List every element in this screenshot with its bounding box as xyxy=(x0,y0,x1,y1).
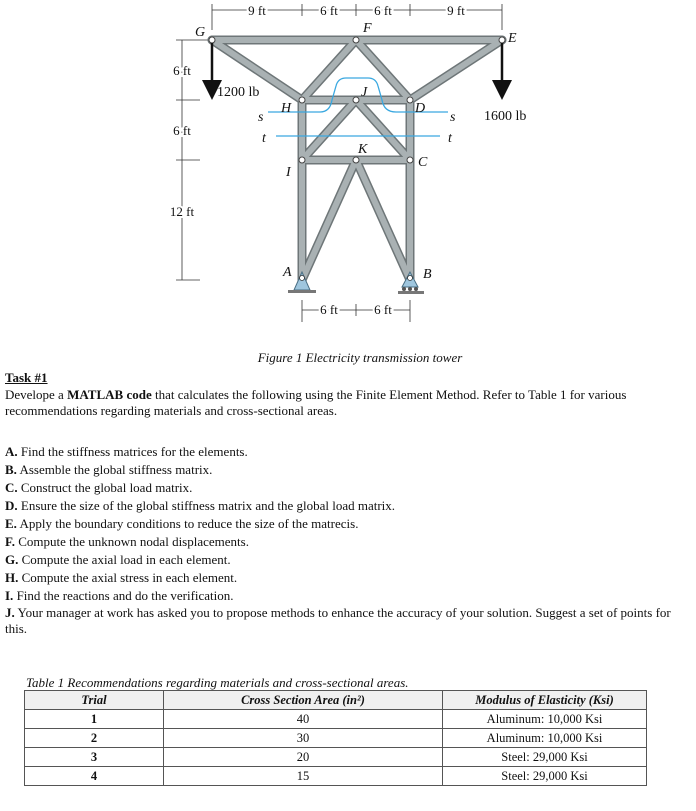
table-row: 4 15 Steel: 29,000 Ksi xyxy=(25,767,647,786)
step-i: I. Find the reactions and do the verification. xyxy=(5,588,234,603)
step-f: F. Compute the unknown nodal displacements. xyxy=(5,534,249,549)
step-c: C. Construct the global load matrix. xyxy=(5,480,193,495)
col-header-modulus: Modulus of Elasticity (Ksi) xyxy=(443,691,647,710)
step-g: G. Compute the axial load in each element. xyxy=(5,552,231,567)
dim-left-2: 6 ft xyxy=(173,123,191,138)
node-label-j: J xyxy=(361,85,368,100)
node-label-e: E xyxy=(508,31,517,46)
dim-top-1: 9 ft xyxy=(248,3,266,18)
table-header-row xyxy=(25,691,647,710)
node-label-d: D xyxy=(415,101,426,116)
intro-pre: Develope a xyxy=(5,387,68,402)
step-a: A. Find the stiffness matrices for the elements. xyxy=(5,444,248,459)
dim-left-1: 6 ft xyxy=(173,63,191,78)
dim-top-4: 9 ft xyxy=(447,3,465,18)
section-label-s-left: s xyxy=(258,110,264,125)
load-g-label: 1200 lb xyxy=(217,85,260,100)
figure-caption: Figure 1 Electricity transmission tower xyxy=(257,350,463,365)
node-label-i: I xyxy=(286,165,291,180)
intro-bold: MATLAB code xyxy=(67,387,152,402)
col-header-area: Cross Section Area (in²) xyxy=(164,691,443,710)
step-b: B. Assemble the global stiffness matrix. xyxy=(5,462,213,477)
node-label-k: K xyxy=(358,142,368,157)
step-d: D. Ensure the size of the global stiffness matrix and the global load matrix. xyxy=(5,498,396,513)
section-label-t-left: t xyxy=(262,131,266,146)
table-row: 3 20 Steel: 29,000 Ksi xyxy=(25,748,647,767)
load-e-label: 1600 lb xyxy=(484,109,527,124)
node-label-b: B xyxy=(423,267,432,282)
materials-table xyxy=(24,690,647,786)
dim-bottom-1: 6 ft xyxy=(320,302,338,317)
step-h: H. Compute the axial stress in each element. xyxy=(5,570,238,585)
node-label-f: F xyxy=(363,21,372,36)
node-label-h: H xyxy=(281,101,292,116)
roller-support-b xyxy=(398,272,424,294)
table-row: 1 40 Aluminum: 10,000 Ksi xyxy=(25,710,647,729)
dim-left-3: 12 ft xyxy=(169,204,195,219)
step-j: J. Your manager at work has asked you to propose methods to enhance the accuracy of your solution. Suggest a set of points for this. xyxy=(5,605,671,636)
pin-support-a xyxy=(288,272,316,293)
dim-top-3: 6 ft xyxy=(374,3,392,18)
table-caption: Table 1 Recommendations regarding materials and cross-sectional areas. xyxy=(26,675,409,690)
truss-joints xyxy=(209,37,505,163)
intro-post: that calculates the following using the Finite Element Method. Refer to Table 1 for various recommendations regarding materials and cross-sectional areas. xyxy=(5,387,627,418)
step-e: E. Apply the boundary conditions to reduce the size of the matrecis. xyxy=(5,516,359,531)
section-label-s-right: s xyxy=(450,110,456,125)
node-label-g: G xyxy=(195,25,206,40)
task-intro xyxy=(5,387,693,419)
node-label-c: C xyxy=(418,155,428,170)
task-steps xyxy=(5,443,693,637)
section-label-t-right: t xyxy=(448,131,452,146)
col-header-trial: Trial xyxy=(25,691,164,710)
dim-top-2: 6 ft xyxy=(320,3,338,18)
table-row: 2 30 Aluminum: 10,000 Ksi xyxy=(25,729,647,748)
task-title: Task #1 xyxy=(5,370,48,385)
dim-bottom-2: 6 ft xyxy=(374,302,392,317)
transmission-tower-figure xyxy=(0,0,696,345)
bottom-dimensions xyxy=(302,300,410,322)
node-label-a: A xyxy=(283,265,292,280)
